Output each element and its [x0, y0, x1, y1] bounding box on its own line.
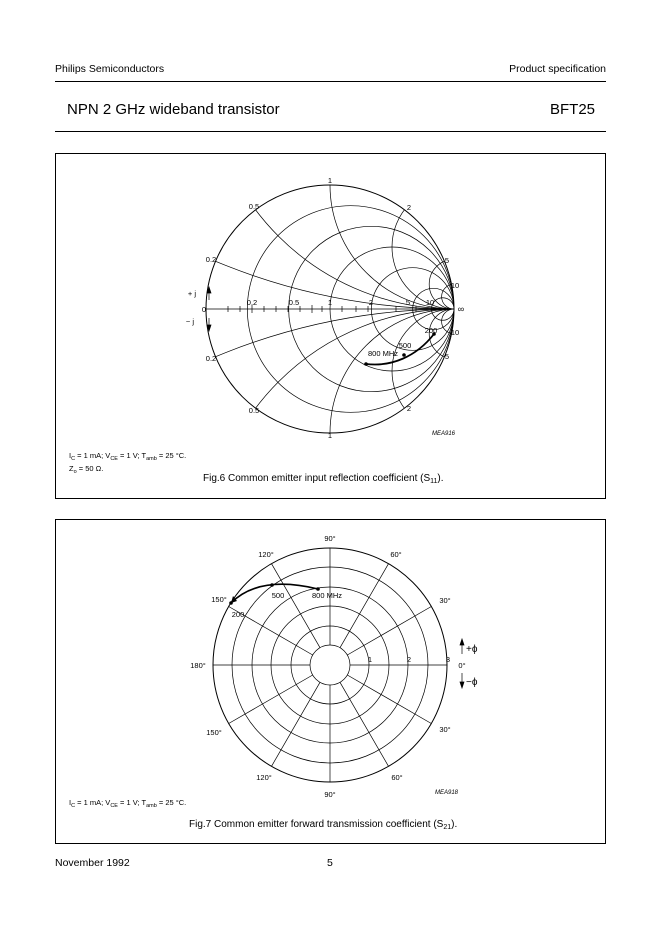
figure-code-6: MEA916 [432, 431, 456, 437]
label-upper-05: 0.5 [248, 202, 260, 211]
label-upper-02: 0.2 [205, 255, 217, 264]
footer-date: November 1992 [55, 857, 130, 869]
s21-point-500 [270, 583, 274, 587]
s21-point-200 [229, 601, 233, 605]
smith-chart [56, 154, 605, 498]
minus-phi-label: −ϕ [466, 677, 478, 688]
angle-120-bottom: 120° [256, 773, 272, 782]
label-plus-j: + j [187, 289, 197, 298]
page-number: 5 [327, 857, 333, 869]
fig6-conditions-line2: $Z_o = 50$ Ω. [69, 464, 104, 475]
label-axis-2: 2 [368, 298, 374, 307]
polar-chart [56, 520, 605, 843]
label-axis-1: 1 [327, 298, 333, 307]
plus-phi-label: +ϕ [466, 644, 478, 655]
radius-label-1: 1 [367, 655, 373, 664]
s11-point-800 [364, 362, 368, 366]
label-infinity: ∞ [457, 304, 465, 314]
fig6-caption: Fig.6 Common emitter input reflection coefficient $(S_{11})$. [203, 473, 444, 485]
label-upper-5: 5 [444, 256, 450, 265]
angle-30-bottom: 30° [439, 725, 451, 734]
freq-label-500: 500 [398, 341, 412, 350]
label-axis-10: 10 [425, 298, 435, 307]
angle-150-bottom: 150° [206, 728, 222, 737]
freq-label-800: 800 MHz [367, 349, 399, 358]
document-type: Product specification [509, 63, 606, 75]
angle-90-top: 90° [324, 534, 336, 543]
angle-60-bottom: 60° [391, 773, 403, 782]
label-lower-2: 2 [406, 404, 412, 413]
fig7-caption: Fig.7 Common emitter forward transmission coefficient $(S_{21})$. [189, 819, 458, 831]
s11-point-500 [402, 353, 406, 357]
fig6-conditions-line1: $I_C = 1$ mA; $V_{CE} = 1$ V; $T_{amb} = 25$ °C. [69, 451, 187, 462]
angle-90-bottom: 90° [324, 790, 336, 799]
figure-code-7: MEA918 [435, 790, 459, 796]
angle-60-top: 60° [390, 550, 402, 559]
figure-7-frame [55, 519, 606, 844]
header-rule [55, 81, 606, 82]
fig7-conditions: $I_C = 1$ mA; $V_{CE} = 1$ V; $T_{amb} = 25$ °C. [69, 798, 187, 809]
label-axis-02: 0.2 [246, 298, 258, 307]
freq-label-200: 200 [231, 610, 245, 619]
angle-30-top: 30° [439, 596, 451, 605]
figure-6-frame [55, 153, 606, 499]
label-zero: 0 [201, 305, 207, 314]
company-name: Philips Semiconductors [55, 63, 165, 75]
freq-label-200: 200 [424, 326, 438, 335]
angle-120-top: 120° [258, 550, 274, 559]
angle-180: 180° [190, 661, 206, 670]
title-rule [55, 131, 606, 132]
polar-grid [213, 548, 447, 782]
radius-label-3: 3 [445, 655, 451, 664]
angle-0: 0° [458, 661, 466, 670]
label-upper-2: 2 [406, 203, 412, 212]
label-bottom-1: 1 [327, 431, 333, 440]
radius-label-2: 2 [406, 655, 412, 664]
label-lower-10: 10 [450, 328, 460, 337]
angle-150-top: 150° [211, 595, 227, 604]
fig6-conditions [69, 451, 186, 477]
label-minus-j: − j [185, 317, 195, 326]
label-axis-05: 0.5 [288, 298, 300, 307]
label-lower-02: 0.2 [205, 354, 217, 363]
label-lower-5: 5 [444, 352, 450, 361]
smith-grid [56, 154, 605, 498]
label-axis-5: 5 [405, 298, 411, 307]
freq-label-500: 500 [271, 591, 285, 600]
freq-label-800: 800 MHz [311, 591, 343, 600]
document-title: NPN 2 GHz wideband transistor [67, 101, 280, 118]
label-upper-10: 10 [450, 281, 460, 290]
part-number: BFT25 [549, 101, 595, 118]
label-lower-05: 0.5 [248, 406, 260, 415]
label-top-1: 1 [327, 176, 333, 185]
